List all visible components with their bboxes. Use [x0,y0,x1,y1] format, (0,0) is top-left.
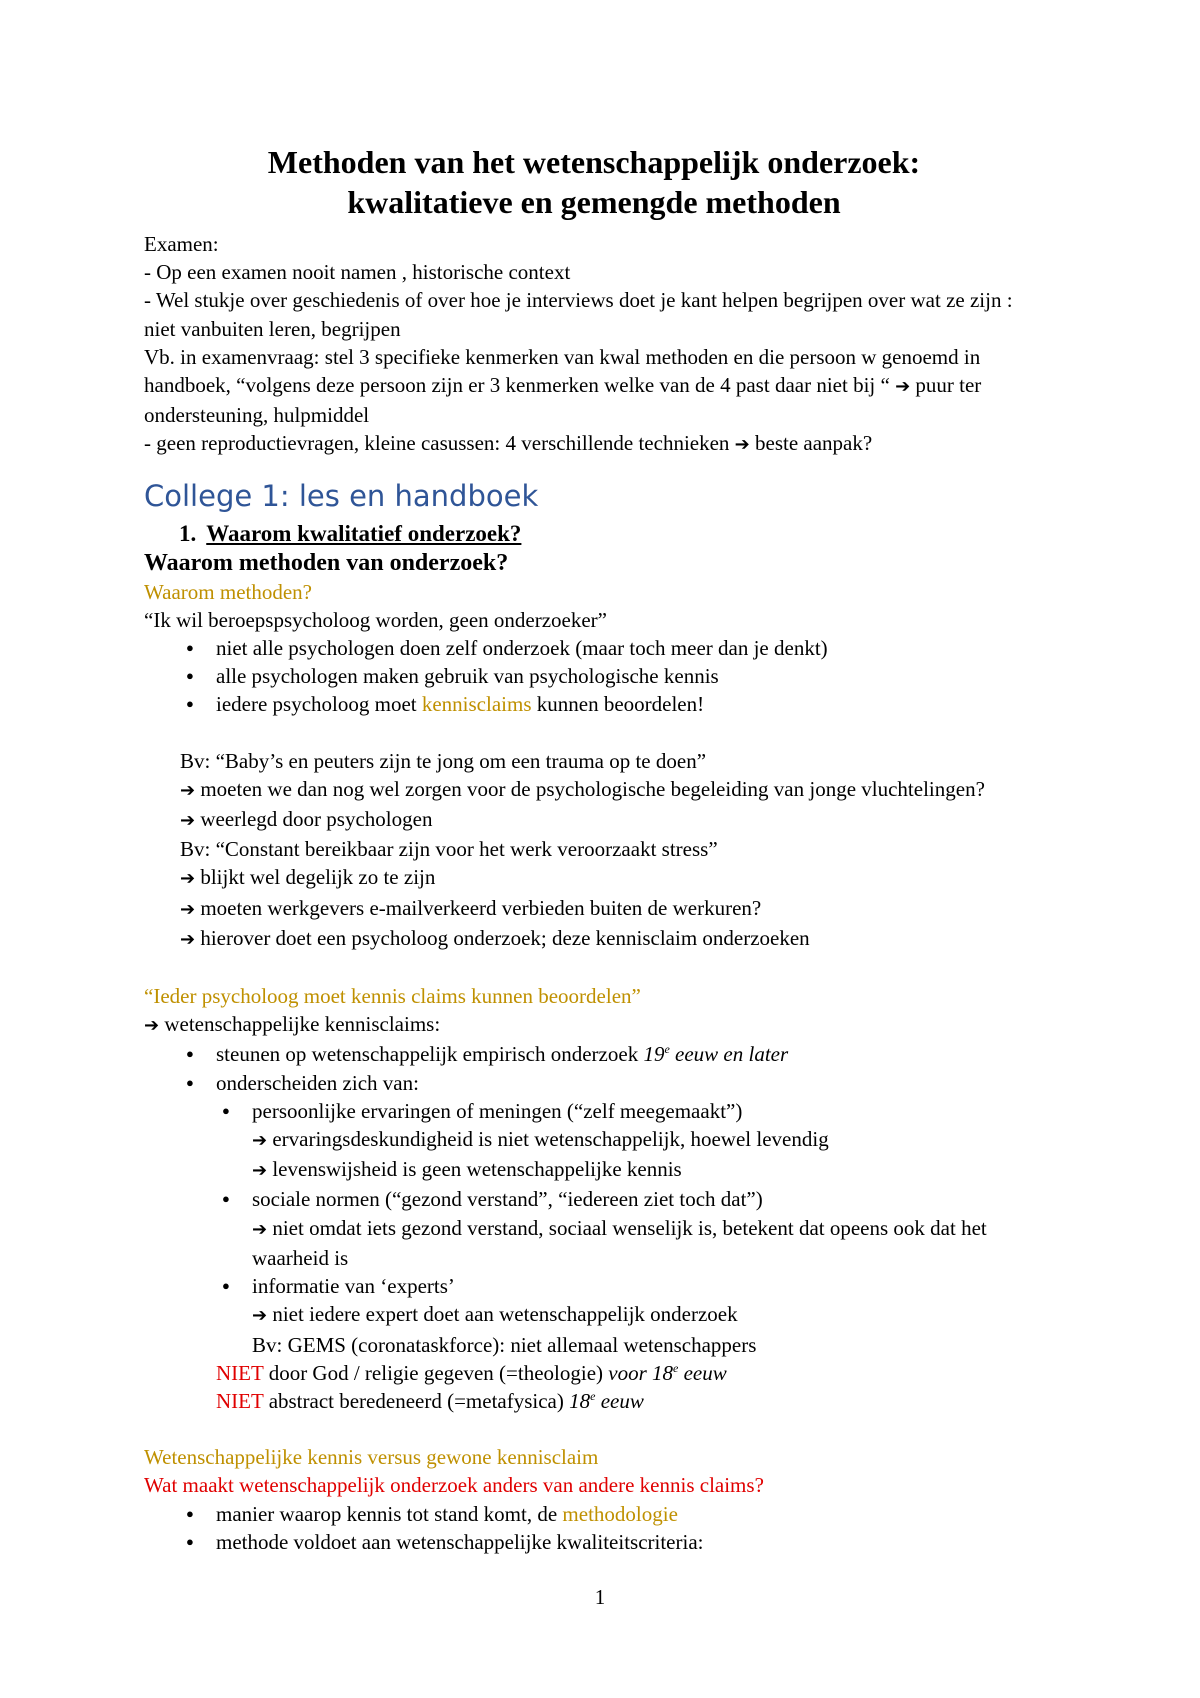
list-item: ● onderscheiden zich van: [180,1069,1044,1097]
arrow-right-icon: ➔ [252,1130,268,1152]
niet-line: NIET door God / religie gegeven (=theologie) voor 18e eeuw [216,1360,727,1385]
list-item: ● steunen op wetenschappelijk empirisch onderzoek 19e eeuw en later [180,1040,1044,1068]
arrow-right-icon: ➔ [180,898,196,920]
subheading: “Ieder psycholoog moet kennis claims kunnen beoordelen” [144,984,641,1009]
heading-college-1: College 1: les en handboek [144,478,539,513]
exam-line: - Wel stukje over geschiedenis of over hoe je interviews doet je kant helpen begrijpen over wat ze zijn : niet vanbuiten leren, begrijpen [144,288,1013,341]
exam-line: - Op een examen nooit namen , historische context [144,260,571,285]
list-item: ● manier waarop kennis tot stand komt, de methodologie [180,1500,1044,1528]
examples-block: Bv: “Baby’s en peuters zijn te jong om een trauma op te doen” ➔ moeten we dan nog wel zorgen voor de psychologische begeleiding van jonge vluchtelingen? ➔ weerlegd door psychologen Bv: “Constant bereikbaar zijn voor het werk veroorzaakt stress” ➔ blijkt wel degelijk zo te zijn ➔ moeten werkgevers e-mailverkeerd verbieden buiten de werkuren? ➔ hierover doet een psycholoog onderzoek; deze kennisclaim onderzoeken [180,748,985,950]
heading-waarom-methoden: Waarom methoden van onderzoek? [144,549,509,576]
arrow-right-icon: ➔ [180,868,196,890]
subheading: Wetenschappelijke kennis versus gewone kennisclaim [144,1445,599,1470]
bullet-list [180,634,1044,719]
arrow-right-icon: ➔ [180,810,196,832]
niet-line: NIET abstract beredeneerd (=metafysica) 18e eeuw [216,1388,644,1413]
arrow-right-icon: ➔ [734,434,750,456]
quote: “Ik wil beroepspsycholoog worden, geen onderzoeker” [144,607,607,632]
bullet-list [180,1040,1044,1096]
list-item: ● methode voldoet aan wetenschappelijke kwaliteitscriteria: [180,1528,1044,1556]
arrow-line: ➔ wetenschappelijke kennisclaims: [144,1012,441,1037]
heading-section-1: 1. Waarom kwalitatief onderzoek? [179,520,522,546]
arrow-right-icon: ➔ [252,1218,268,1240]
list-item: ● sociale normen (“gezond verstand”, “iedereen ziet toch dat”) ➔ niet omdat iets gezond verstand, sociaal wenselijk is, betekent dat opeens ook dat het waarheid is [216,1185,1044,1272]
list-item: ● niet alle psychologen doen zelf onderzoek (maar toch meer dan je denkt) [180,634,1044,662]
arrow-right-icon: ➔ [144,1015,160,1037]
arrow-right-icon: ➔ [180,928,196,950]
exam-label: Examen: [144,232,219,256]
arrow-right-icon: ➔ [895,376,911,398]
bullet-list [180,1500,1044,1556]
exam-line: - geen reproductievragen, kleine casussen: 4 verschillende technieken ➔ beste aanpak? [144,431,873,456]
page-number: 1 [594,1585,606,1609]
red-question: Wat maakt wetenschappelijk onderzoek anders van andere kennis claims? [144,1473,764,1498]
list-item: ● alle psychologen maken gebruik van psychologische kennis [180,662,1044,690]
nested-list [216,1097,1044,1359]
page-content [144,142,1044,1556]
arrow-right-icon: ➔ [252,1160,268,1182]
arrow-right-icon: ➔ [252,1305,268,1327]
list-item: ● persoonlijke ervaringen of meningen (“zelf meegemaakt”) ➔ ervaringsdeskundigheid is niet wetenschappelijk, hoewel levendig ➔ levenswijsheid is geen wetenschappelijke kennis [216,1097,1044,1186]
list-item: ● informatie van ‘experts’ ➔ niet iedere expert doet aan wetenschappelijk onderzoek Bv: GEMS (coronataskforce): niet allemaal wetenschappers [216,1272,1044,1359]
exam-line: Vb. in examenvraag: stel 3 specifieke kenmerken van kwal methoden en die persoon w genoemd in handboek, “volgens deze persoon zijn er 3 kenmerken welke van de 4 past daar niet bij “ ➔ puur ter ondersteuning, hulpmiddel [144,344,982,428]
arrow-right-icon: ➔ [180,779,196,801]
document-title: Methoden van het wetenschappelijk onderzoek: kwalitatieve en gemengde methoden [267,144,921,220]
list-item: ● iedere psycholoog moet kennisclaims kunnen beoordelen! [180,690,1044,718]
subheading: Waarom methoden? [144,579,312,604]
